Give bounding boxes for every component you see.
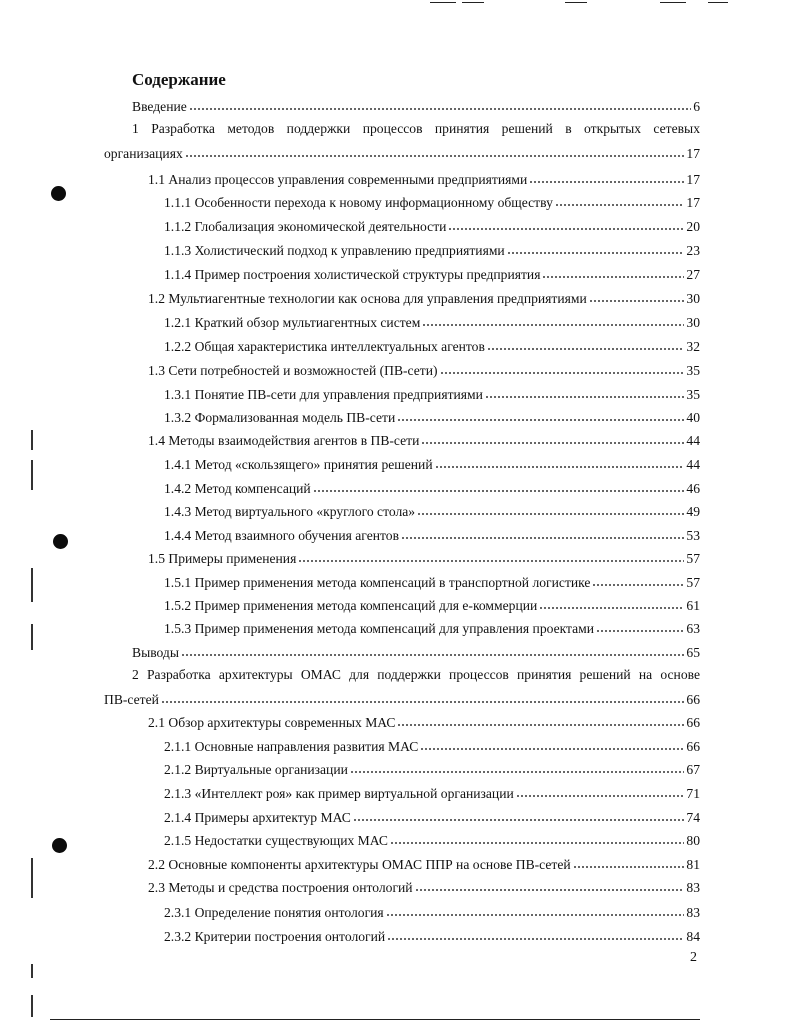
dot-leader <box>397 713 684 727</box>
scan-mark-top <box>565 2 587 3</box>
toc-entry-line[interactable]: 1 Разработка методов поддержки процессов принятия решений в открытых сетевых <box>132 121 700 136</box>
toc-entry[interactable] <box>164 193 700 212</box>
toc-entry[interactable] <box>132 97 700 116</box>
toc-entry-title: 1.4.1 Метод «скользящего» принятия решений <box>164 457 433 472</box>
dot-leader <box>542 265 684 279</box>
toc-entry-title: 1.1 Анализ процессов управления современными предприятиями <box>148 172 528 187</box>
toc-entry[interactable] <box>164 927 700 946</box>
dot-leader <box>313 479 685 493</box>
toc-entry[interactable] <box>164 526 700 545</box>
dot-leader <box>422 313 684 327</box>
toc-page-number: 44 <box>686 457 700 472</box>
scan-mark-top <box>708 2 728 3</box>
dot-leader <box>181 643 684 657</box>
dot-leader <box>440 361 685 375</box>
edge-mark <box>31 858 33 898</box>
toc-entry-title: 1.5.2 Пример применения метода компенсаций для е-коммерции <box>164 598 538 613</box>
dot-leader <box>185 144 685 158</box>
toc-entry-title: Введение <box>132 99 187 114</box>
toc-entry-title: 1.1.4 Пример построения холистической структуры предприятия <box>164 267 541 282</box>
dot-leader <box>397 408 684 422</box>
toc-entry-title: 2.1 Обзор архитектуры современных МАС <box>148 715 396 730</box>
toc-entry[interactable] <box>164 619 700 638</box>
edge-mark <box>31 995 33 1017</box>
dot-leader <box>529 170 684 184</box>
toc-entry-title: 1.3 Сети потребностей и возможностей (ПВ-сети) <box>148 363 438 378</box>
toc-entry[interactable] <box>148 713 700 732</box>
scan-bottom-rule <box>50 1019 700 1020</box>
toc-page-number: 44 <box>686 433 700 448</box>
toc-entry-title: 1.2.1 Краткий обзор мультиагентных систем <box>164 315 421 330</box>
toc-entry[interactable] <box>148 549 700 568</box>
toc-page-number: 57 <box>686 551 700 566</box>
toc-entry[interactable] <box>164 479 700 498</box>
punch-hole <box>51 186 66 201</box>
scan-mark-top <box>660 2 686 3</box>
dot-leader <box>555 193 685 207</box>
toc-page-number: 57 <box>686 575 700 590</box>
toc-page-number: 17 <box>686 195 700 210</box>
toc-entry[interactable] <box>164 831 700 850</box>
toc-entry[interactable] <box>148 361 700 380</box>
dot-leader <box>189 97 691 111</box>
toc-entry-title: 2.1.1 Основные направления развития МАС <box>164 739 419 754</box>
toc-page-number: 71 <box>686 786 700 801</box>
dot-leader <box>390 831 684 845</box>
toc-page-number: 49 <box>686 504 700 519</box>
edge-mark <box>31 568 33 602</box>
toc-page-number: 17 <box>686 172 700 187</box>
dot-leader <box>420 737 684 751</box>
toc-entry[interactable] <box>164 737 700 756</box>
edge-mark <box>31 430 33 450</box>
dot-leader <box>350 760 685 774</box>
toc-page-number: 80 <box>686 833 700 848</box>
toc-entry-title: ПВ-сетей <box>104 692 159 707</box>
toc-entry-title: 2.3.1 Определение понятия онтология <box>164 905 384 920</box>
punch-hole <box>53 534 68 549</box>
toc-entry[interactable] <box>164 573 700 592</box>
toc-entry[interactable] <box>164 265 700 284</box>
toc-entry-title: 2.3 Методы и средства построения онтологий <box>148 880 413 895</box>
dot-leader <box>507 241 685 255</box>
scan-mark-top <box>430 2 456 3</box>
toc-entry-title: 1.4.3 Метод виртуального «круглого стола» <box>164 504 416 519</box>
toc-entry[interactable] <box>164 217 700 236</box>
toc-entry[interactable] <box>164 385 700 404</box>
toc-entry-title: организациях <box>104 146 183 161</box>
page-number: 2 <box>690 950 697 965</box>
toc-entry[interactable] <box>164 784 700 803</box>
toc-entry[interactable] <box>164 903 700 922</box>
toc-entry-title: 2.1.4 Примеры архитектур МАС <box>164 810 351 825</box>
toc-entry[interactable] <box>104 690 700 709</box>
toc-heading: Содержание <box>132 70 226 89</box>
toc-page-number: 66 <box>686 715 700 730</box>
toc-entry-line[interactable]: 2 Разработка архитектуры ОМАС для поддержки процессов принятия решений на основе <box>132 667 700 682</box>
toc-page-number: 30 <box>686 291 700 306</box>
toc-entry[interactable] <box>164 760 700 779</box>
toc-page-number: 17 <box>686 146 700 161</box>
dot-leader <box>592 573 684 587</box>
toc-entry-title: 2.2 Основные компоненты архитектуры ОМАС ППР на основе ПВ-сетей <box>148 857 571 872</box>
toc-entry-title: 1.3.1 Понятие ПВ-сети для управления предприятиями <box>164 387 483 402</box>
toc-page-number: 23 <box>686 243 700 258</box>
dot-leader <box>435 455 685 469</box>
dot-leader <box>596 619 684 633</box>
toc-entry-title: 1.2 Мультиагентные технологии как основа для управления предприятиями <box>148 291 587 306</box>
dot-leader <box>485 385 684 399</box>
toc-page-number: 66 <box>686 692 700 707</box>
dot-leader <box>417 502 684 516</box>
toc-page-number: 66 <box>686 739 700 754</box>
toc-page-number: 83 <box>686 880 700 895</box>
punch-hole <box>52 838 67 853</box>
edge-mark <box>31 964 33 978</box>
toc-entry-title: 1.1.2 Глобализация экономической деятельности <box>164 219 447 234</box>
edge-mark <box>31 624 33 650</box>
toc-entry-title: 1.4.2 Метод компенсаций <box>164 481 311 496</box>
toc-entry[interactable] <box>104 144 700 163</box>
toc-entry-title: 1.1.3 Холистический подход к управлению предприятиями <box>164 243 505 258</box>
toc-entry-title: 1.1.1 Особенности перехода к новому информационному обществу <box>164 195 553 210</box>
toc-page-number: 35 <box>686 363 700 378</box>
toc-entry[interactable] <box>164 241 700 260</box>
toc-entry-title: 1.2.2 Общая характеристика интеллектуальных агентов <box>164 339 485 354</box>
dot-leader <box>573 855 685 869</box>
dot-leader <box>415 878 685 892</box>
toc-entry[interactable] <box>148 170 700 189</box>
dot-leader <box>487 337 685 351</box>
toc-entry[interactable] <box>164 596 700 615</box>
toc-entry[interactable] <box>164 408 700 427</box>
toc-page-number: 63 <box>686 621 700 636</box>
toc-entry[interactable] <box>164 502 700 521</box>
toc-entry-title: 1.3.2 Формализованная модель ПВ-сети <box>164 410 396 425</box>
toc-entry-title: 2.1.2 Виртуальные организации <box>164 762 348 777</box>
toc-entry[interactable] <box>164 313 700 332</box>
toc-entry[interactable] <box>148 289 700 308</box>
toc-page-number: 32 <box>686 339 700 354</box>
dot-leader <box>386 903 685 917</box>
toc-entry[interactable] <box>148 431 700 450</box>
toc-entry-title: 1.4.4 Метод взаимного обучения агентов <box>164 528 399 543</box>
scan-mark-top <box>462 2 484 3</box>
toc-entry-title: 1.5.3 Пример применения метода компенсаций для управления проектами <box>164 621 595 636</box>
edge-mark <box>31 460 33 490</box>
toc-page-number: 67 <box>686 762 700 777</box>
toc-entry-title: Выводы <box>132 645 179 660</box>
toc-page-number: 83 <box>686 905 700 920</box>
toc-entry-title: 1.5 Примеры применения <box>148 551 297 566</box>
toc-entry[interactable] <box>164 337 700 356</box>
toc-page-number: 20 <box>686 219 700 234</box>
toc-entry-title: 1.4 Методы взаимодействия агентов в ПВ-сети <box>148 433 420 448</box>
toc-entry-title: 2.3.2 Критерии построения онтологий <box>164 929 386 944</box>
dot-leader <box>516 784 685 798</box>
dot-leader <box>401 526 684 540</box>
toc-page-number: 30 <box>686 315 700 330</box>
dot-leader <box>387 927 684 941</box>
toc-page-number: 6 <box>693 99 700 114</box>
toc-page-number: 53 <box>686 528 700 543</box>
toc-entry-title: 2.1.5 Недостатки существующих МАС <box>164 833 388 848</box>
dot-leader <box>353 808 685 822</box>
toc-entry[interactable] <box>164 808 700 827</box>
toc-entry[interactable] <box>148 878 700 897</box>
toc-page-number: 46 <box>686 481 700 496</box>
dot-leader <box>421 431 684 445</box>
toc-page-number: 40 <box>686 410 700 425</box>
toc-entry[interactable] <box>132 643 700 662</box>
dot-leader <box>589 289 685 303</box>
dot-leader <box>448 217 684 231</box>
toc-page-number: 61 <box>686 598 700 613</box>
toc-entry[interactable] <box>148 855 700 874</box>
toc-entry-title: 2.1.3 «Интеллект роя» как пример виртуальной организации <box>164 786 514 801</box>
dot-leader <box>539 596 684 610</box>
toc-page-number: 74 <box>686 810 700 825</box>
toc-entry[interactable] <box>164 455 700 474</box>
toc-page-number: 81 <box>686 857 700 872</box>
dot-leader <box>161 690 685 704</box>
toc-entry-title: 1.5.1 Пример применения метода компенсаций в транспортной логистике <box>164 575 591 590</box>
toc-page-number: 84 <box>686 929 700 944</box>
toc-page-number: 35 <box>686 387 700 402</box>
dot-leader <box>298 549 684 563</box>
toc-page-number: 27 <box>686 267 700 282</box>
toc-page-number: 65 <box>686 645 700 660</box>
